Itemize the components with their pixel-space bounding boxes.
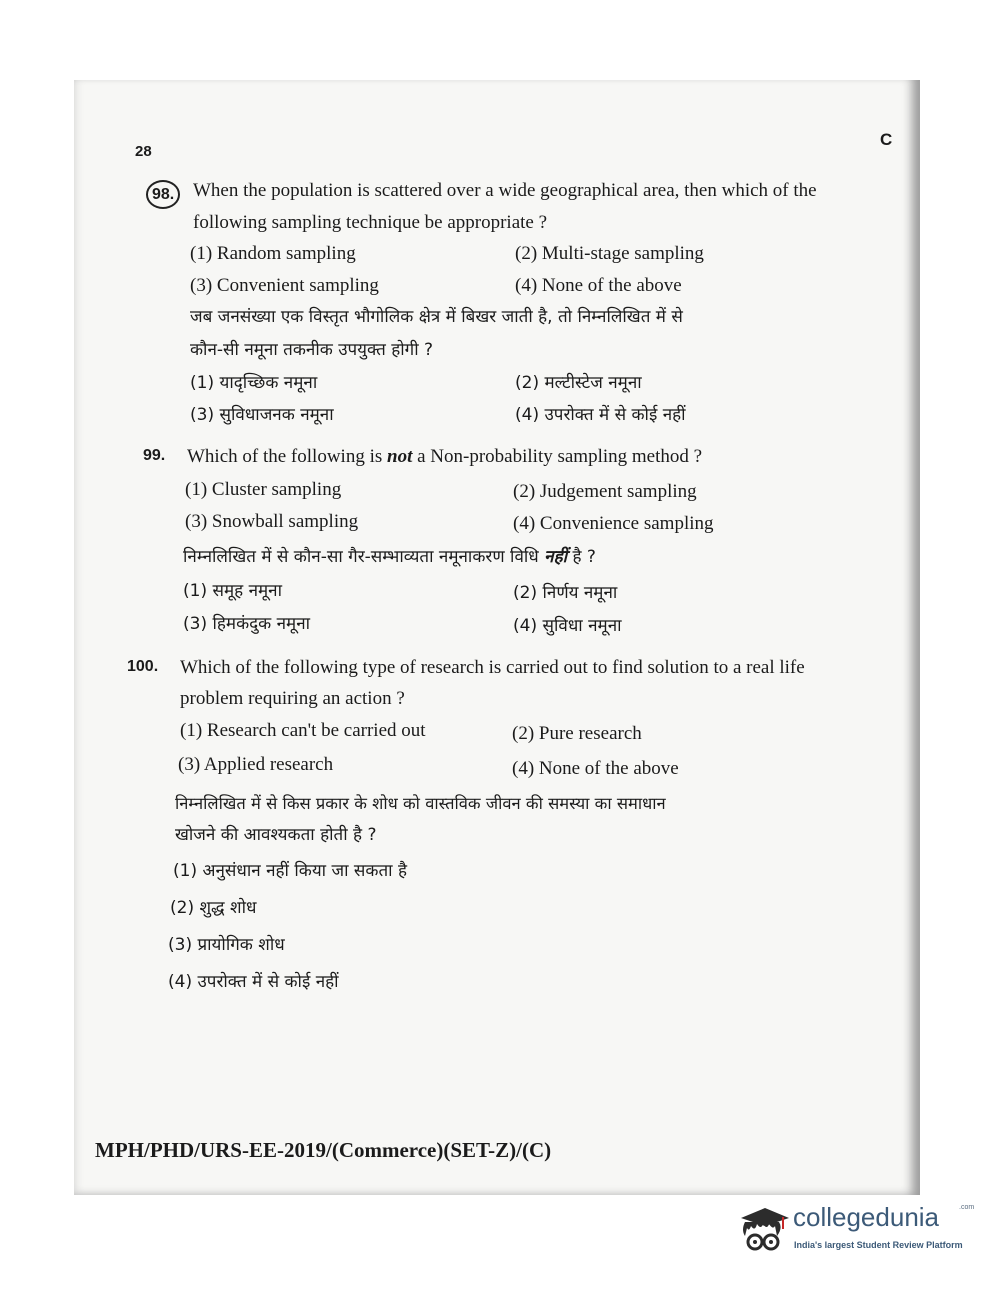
q99-option-2: (2) Judgement sampling bbox=[513, 481, 697, 502]
q98-option-2: (2) Multi-stage sampling bbox=[515, 243, 704, 264]
q99-hindi-after: है ? bbox=[567, 547, 596, 567]
q99-hindi-option-1: (1) समूह नमूना bbox=[183, 581, 283, 601]
q99-hindi-option-2: (2) निर्णय नमूना bbox=[513, 583, 618, 603]
exam-code-footer: MPH/PHD/URS-EE-2019/(Commerce)(SET-Z)/(C) bbox=[95, 1138, 552, 1162]
q100-option-4: (4) None of the above bbox=[512, 758, 679, 779]
q100-hindi-line2: खोजने की आवश्यकता होती है ? bbox=[175, 825, 377, 845]
question-98-number bbox=[146, 186, 180, 204]
q99-text-after: a Non-probability sampling method ? bbox=[412, 446, 703, 467]
q98-hindi-option-2: (2) मल्टीस्टेज नमूना bbox=[515, 373, 642, 393]
q98-option-4: (4) None of the above bbox=[515, 275, 682, 296]
q100-hindi-line1: निम्नलिखित में से किस प्रकार के शोध को वास्तविक जीवन की समस्या का समाधान bbox=[175, 794, 666, 813]
q100-option-3: (3) Applied research bbox=[178, 754, 334, 775]
q98-hindi-line2: कौन-सी नमूना तकनीक उपयुक्त होगी ? bbox=[190, 340, 434, 360]
q100-option-2: (2) Pure research bbox=[512, 723, 642, 744]
q99-option-1: (1) Cluster sampling bbox=[185, 479, 342, 500]
q100-hindi-option-1: (1) अनुसंधान नहीं किया जा सकता है bbox=[173, 861, 407, 881]
question-100-number: 100. bbox=[127, 658, 159, 675]
mascot-icon bbox=[735, 1196, 791, 1260]
q98-hindi-option-1: (1) यादृच्छिक नमूना bbox=[190, 373, 318, 393]
question-99-text bbox=[187, 442, 702, 472]
q98-hindi-option-3: (3) सुविधाजनक नमूना bbox=[190, 405, 334, 425]
q100-option-1: (1) Research can't be carried out bbox=[180, 720, 426, 741]
q98-hindi-line1: जब जनसंख्या एक विस्तृत भौगोलिक क्षेत्र में बिखर जाती है, तो निम्नलिखित में से bbox=[190, 307, 683, 327]
question-98-text-line1: When the population is scattered over a wide geographical area, then which of the bbox=[193, 180, 817, 201]
q99-option-3: (3) Snowball sampling bbox=[185, 511, 359, 532]
q99-hindi-option-3: (3) हिमकंदुक नमूना bbox=[183, 614, 311, 634]
q99-text-emphasis: not bbox=[387, 446, 413, 467]
page-number: 28 bbox=[135, 143, 152, 160]
set-code: C bbox=[880, 130, 893, 149]
q100-hindi-option-3: (3) प्रायोगिक शोध bbox=[168, 935, 285, 955]
q98-option-3: (3) Convenient sampling bbox=[190, 275, 379, 296]
question-98-text-line2: following sampling technique be appropriate ? bbox=[193, 212, 548, 233]
q100-hindi-option-2: (2) शुद्ध शोध bbox=[170, 898, 257, 918]
circled-number: 98. bbox=[146, 180, 180, 209]
brand-name: collegedunia bbox=[793, 1202, 940, 1232]
q99-text-before: Which of the following is bbox=[187, 446, 387, 467]
q100-hindi-option-4: (4) उपरोक्त में से कोई नहीं bbox=[168, 972, 339, 992]
q99-option-4: (4) Convenience sampling bbox=[513, 513, 714, 534]
question-99-number: 99. bbox=[143, 447, 166, 464]
q99-hindi-before: निम्नलिखित में से कौन-सा गैर-सम्भाव्यता नमूनाकरण विधि bbox=[183, 547, 545, 567]
question-100-text-line2: problem requiring an action ? bbox=[180, 688, 405, 709]
brand-suffix: .com bbox=[959, 1204, 975, 1211]
brand-tagline: India's largest Student Review Platform bbox=[794, 1240, 963, 1250]
q99-hindi-emphasis: नहीं bbox=[544, 547, 568, 567]
q99-hindi-question bbox=[183, 544, 596, 567]
q98-option-1: (1) Random sampling bbox=[190, 243, 356, 264]
question-100-text-line1: Which of the following type of research is carried out to find solution to a real life bbox=[180, 657, 805, 678]
q98-hindi-option-4: (4) उपरोक्त में से कोई नहीं bbox=[515, 405, 686, 425]
collegedunia-logo bbox=[735, 1196, 975, 1260]
q99-hindi-option-4: (4) सुविधा नमूना bbox=[513, 616, 622, 636]
